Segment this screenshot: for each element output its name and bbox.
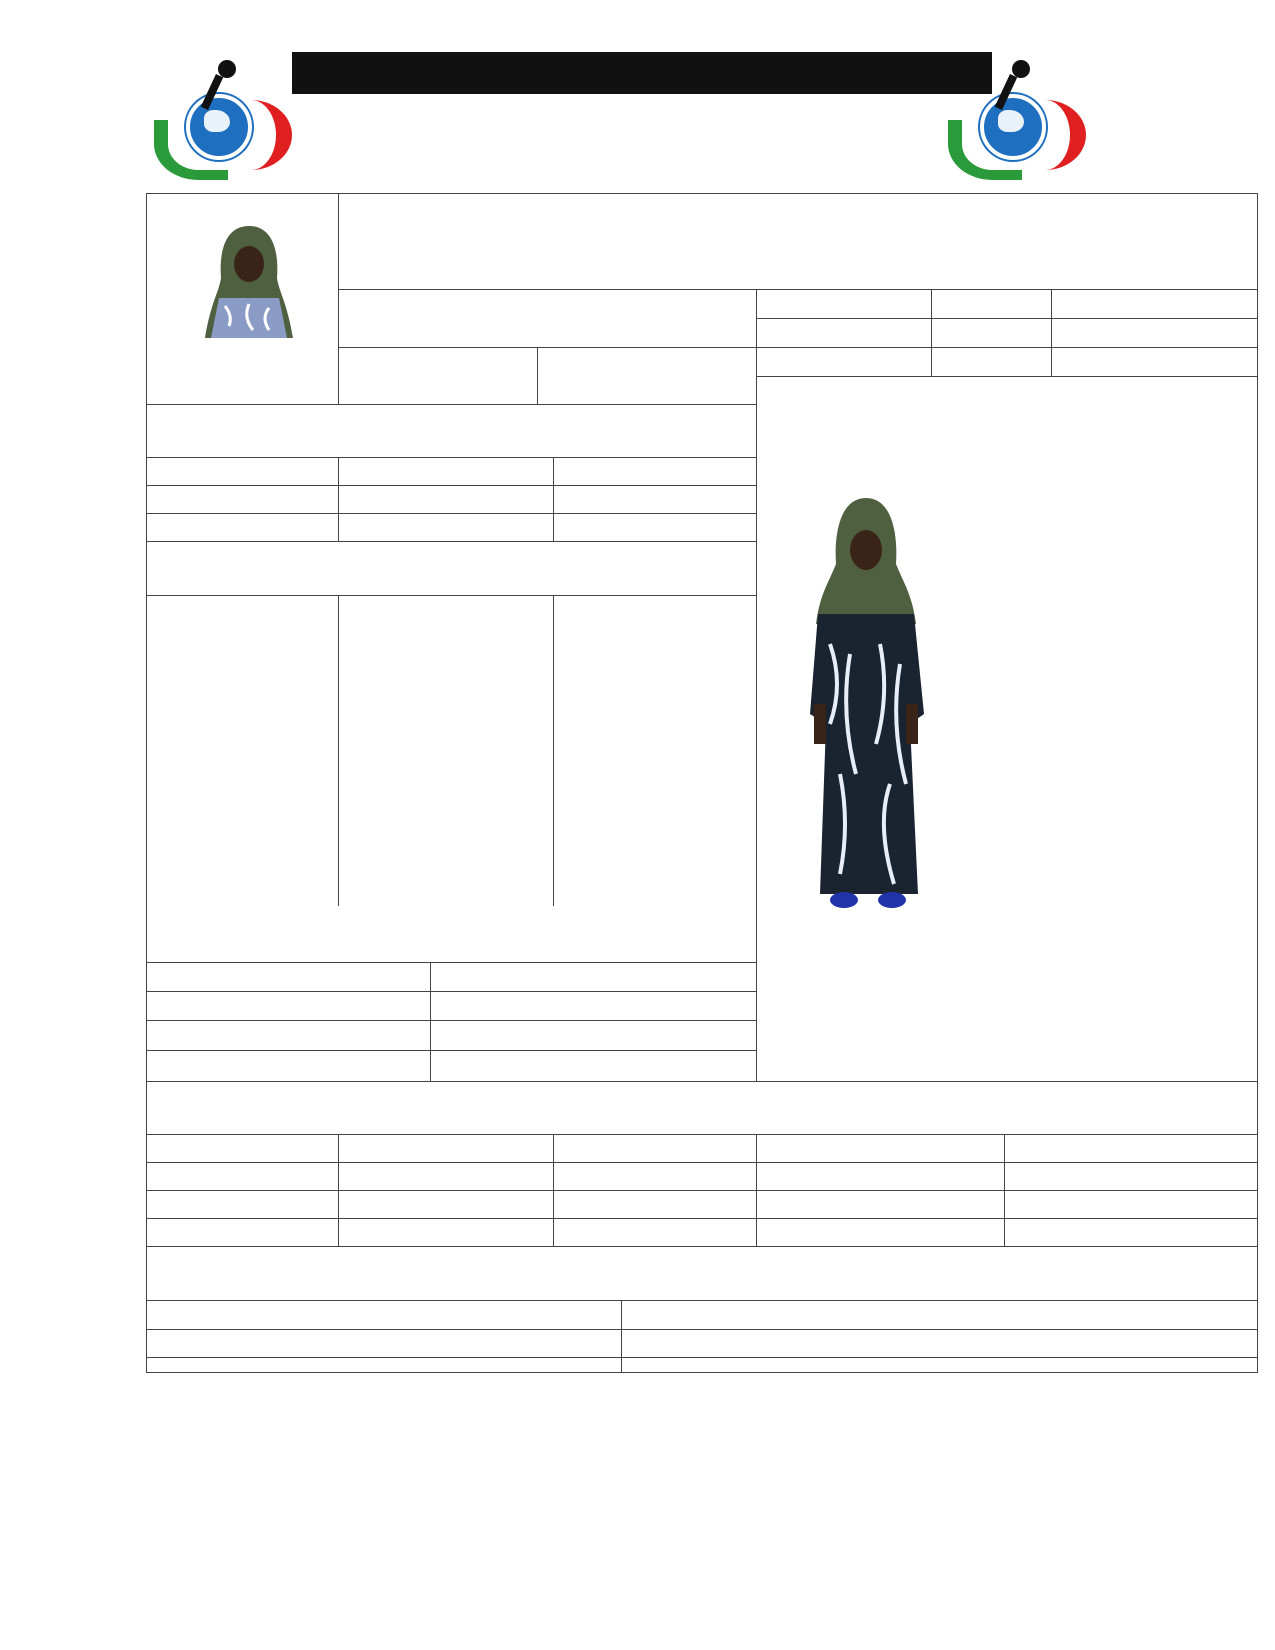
globe-icon xyxy=(980,94,1046,160)
applicant-headshot-photo xyxy=(205,222,293,338)
applicant-full-photo xyxy=(800,494,930,918)
globe-icon xyxy=(186,94,252,160)
decorative-banner xyxy=(292,52,992,94)
company-logo-left xyxy=(148,60,278,180)
